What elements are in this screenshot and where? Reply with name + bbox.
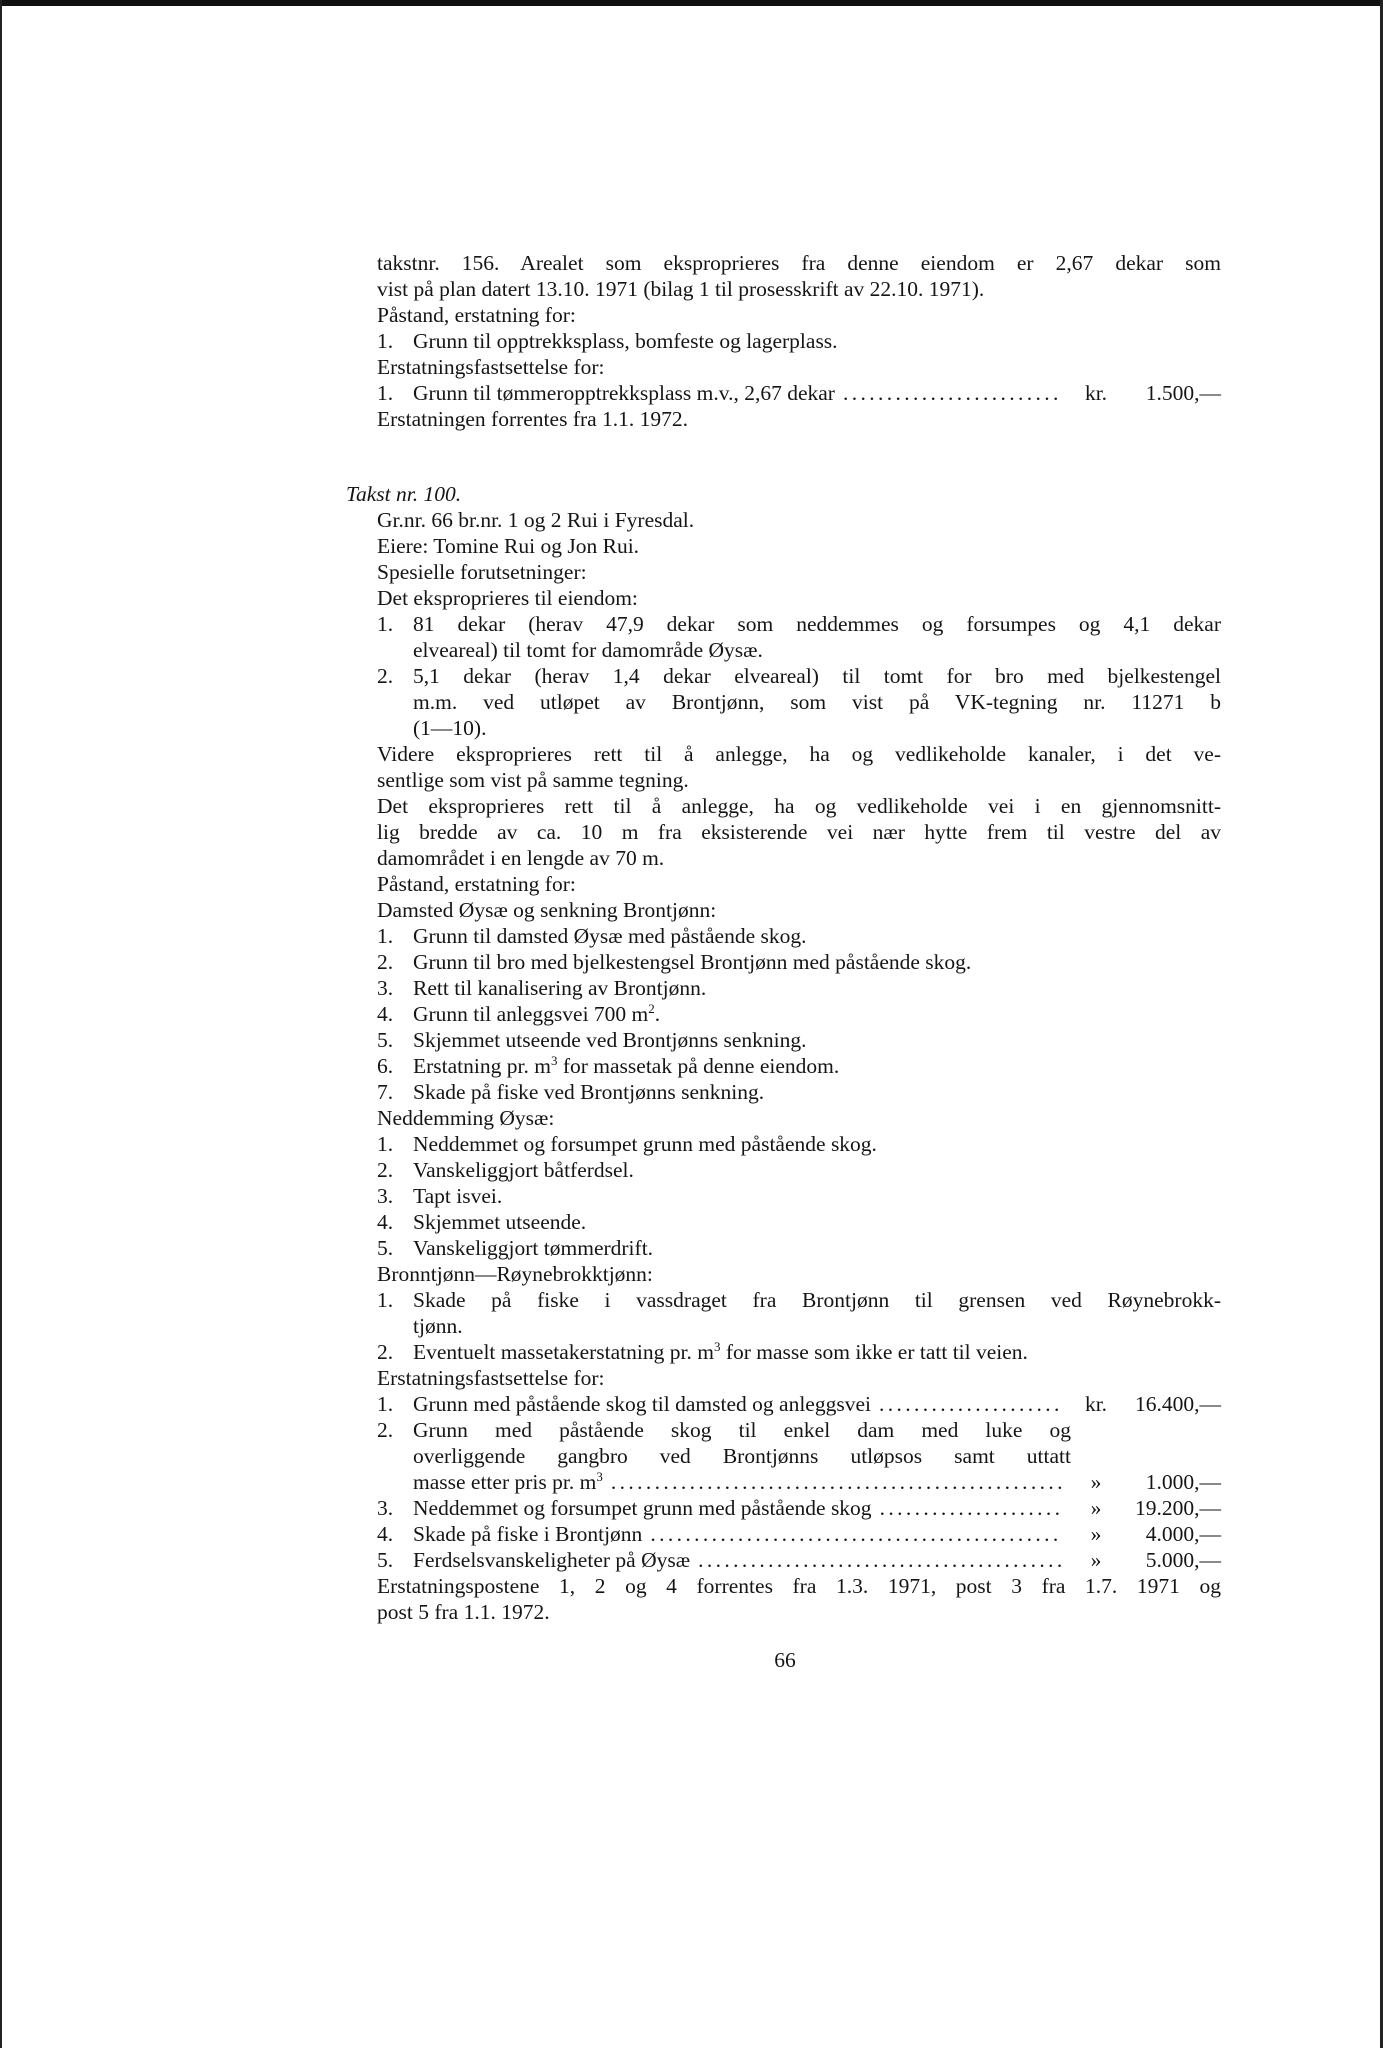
award-label: Erstatningsfastsettelse for:: [377, 1366, 605, 1390]
text-line: lig bredde av ca. 10 m fra eksisterende vei nær hytte frem til vestre del av: [377, 820, 1221, 844]
owners: Eiere: Tomine Rui og Jon Rui.: [377, 534, 640, 558]
claim-item: 5. Vanskeliggjort tømmerdrift.: [377, 1236, 654, 1260]
claim-label: Påstand, erstatning for:: [377, 872, 576, 896]
scan-border-left: [0, 0, 2, 2048]
award-item: 1. Grunn til tømmeropptrekksplass m.v., 2,67 dekar . . . kr. 1.500,—: [377, 380, 1221, 406]
previous-takst-continuation: [377, 250, 1221, 432]
claim-group-title: Neddemming Øysæ:: [377, 1106, 555, 1130]
claim-item: 5. Skjemmet utseende ved Brontjønns senkning.: [377, 1028, 807, 1052]
claim-item: 2. Vanskeliggjort båtferdsel.: [377, 1158, 634, 1182]
interest-note: Erstatningspostene 1, 2 og 4 forrentes fra 1.3. 1971, post 3 fra 1.7. 1971 og: [377, 1574, 1221, 1598]
award-item: 5. Ferdselsvanskeligheter på Øysæ . . . » 5.000,—: [377, 1547, 1221, 1573]
claim-item: 2. Eventuelt massetakerstatning pr. $m^3$ for masse som ikke er tatt til veien.: [377, 1338, 1028, 1364]
claim-item-cont: tjønn.: [413, 1314, 463, 1338]
award-item: 1. Grunn med påstående skog til damsted og anleggsvei . . . kr. 16.400,—: [377, 1391, 1221, 1417]
property-id: Gr.nr. 66 br.nr. 1 og 2 Rui i Fyresdal.: [377, 508, 695, 532]
page-number: 66: [774, 1648, 796, 1672]
claim-item: 6. Erstatning pr. $m^3$ for massetak på denne eiendom.: [377, 1052, 840, 1078]
award-item-cont: masse etter pris pr. $m^3$ . . . » 1.000,—: [377, 1469, 1221, 1495]
claim-group-title: Bronntjønn—Røynebrokktjønn:: [377, 1262, 653, 1286]
text-line: Det eksproprieres rett til å anlegge, ha og vedlikeholde vei i en gjennomsnitt-: [377, 794, 1221, 818]
award-item: 4. Skade på fiske i Brontjønn . . . » 4.000,—: [377, 1521, 1221, 1547]
expropriated-label: Det eksproprieres til eiendom:: [377, 586, 638, 610]
claim-item: 3. Tapt isvei.: [377, 1184, 503, 1208]
claim-item: 4. Grunn til anleggsvei 700 $m^2$.: [377, 1000, 661, 1026]
text-line: vist på plan datert 13.10. 1971 (bilag 1 til prosesskrift av 22.10. 1971).: [377, 277, 985, 301]
claim-item: 4. Skjemmet utseende.: [377, 1210, 587, 1234]
interest-note: post 5 fra 1.1. 1972.: [377, 1600, 550, 1624]
claim-item: 2. Grunn til bro med bjelkestengsel Brontjønn med påstående skog.: [377, 950, 972, 974]
award-label: Erstatningsfastsettelse for:: [377, 355, 605, 379]
text-line: damområdet i en lengde av 70 m.: [377, 846, 665, 870]
scan-border-top: [0, 0, 1383, 6]
claim-group-title: Damsted Øysæ og senkning Brontjønn:: [377, 898, 717, 922]
expropriated-item: 1. 81 dekar (herav 47,9 dekar som neddemmes og forsumpes og 4,1 dekar: [377, 612, 1221, 636]
claim-label: Påstand, erstatning for:: [377, 303, 576, 327]
claim-item: 3. Rett til kanalisering av Brontjønn.: [377, 976, 707, 1000]
award-item: 2. Grunn med påstående skog til enkel dam med luke og: [377, 1418, 1071, 1442]
award-item: 3. Neddemmet og forsumpet grunn med påstående skog . . . » 19.200,—: [377, 1495, 1221, 1521]
claim-item: 1. Grunn til damsted Øysæ med påstående skog.: [377, 924, 807, 948]
expropriated-item-cont: elveareal) til tomt for damområde Øysæ.: [413, 638, 763, 662]
expropriated-item-cont: (1—10).: [413, 716, 487, 740]
claim-item: 1. Skade på fiske i vassdraget fra Brontjønn til grensen ved Røynebrokk-: [377, 1288, 1221, 1312]
claim-item: 1. Grunn til opptrekksplass, bomfeste og lagerplass.: [377, 329, 838, 353]
award-item-cont: overliggende gangbro ved Brontjønns utløpsos samt uttatt: [413, 1444, 1071, 1468]
expropriated-item: 2. 5,1 dekar (herav 1,4 dekar elveareal) til tomt for bro med bjelkestengel: [377, 664, 1221, 688]
claim-item: 7. Skade på fiske ved Brontjønns senkning.: [377, 1080, 765, 1104]
text-line: Videre eksproprieres rett til å anlegge, ha og vedlikeholde kanaler, i det ve-: [377, 742, 1221, 766]
expropriated-item-cont: m.m. ved utløpet av Brontjønn, som vist på VK-tegning nr. 11271 b: [413, 690, 1221, 714]
special-label: Spesielle forutsetninger:: [377, 560, 587, 584]
claim-item: 1. Neddemmet og forsumpet grunn med påstående skog.: [377, 1132, 877, 1156]
takst-heading: Takst nr. 100.: [346, 482, 462, 506]
text-line: takstnr. 156. Arealet som eksproprieres fra denne eiendom er 2,67 dekar som: [377, 251, 1221, 275]
interest-note: Erstatningen forrentes fra 1.1. 1972.: [377, 407, 689, 431]
takst-100-body: [377, 507, 1221, 1625]
text-line: sentlige som vist på samme tegning.: [377, 768, 689, 792]
